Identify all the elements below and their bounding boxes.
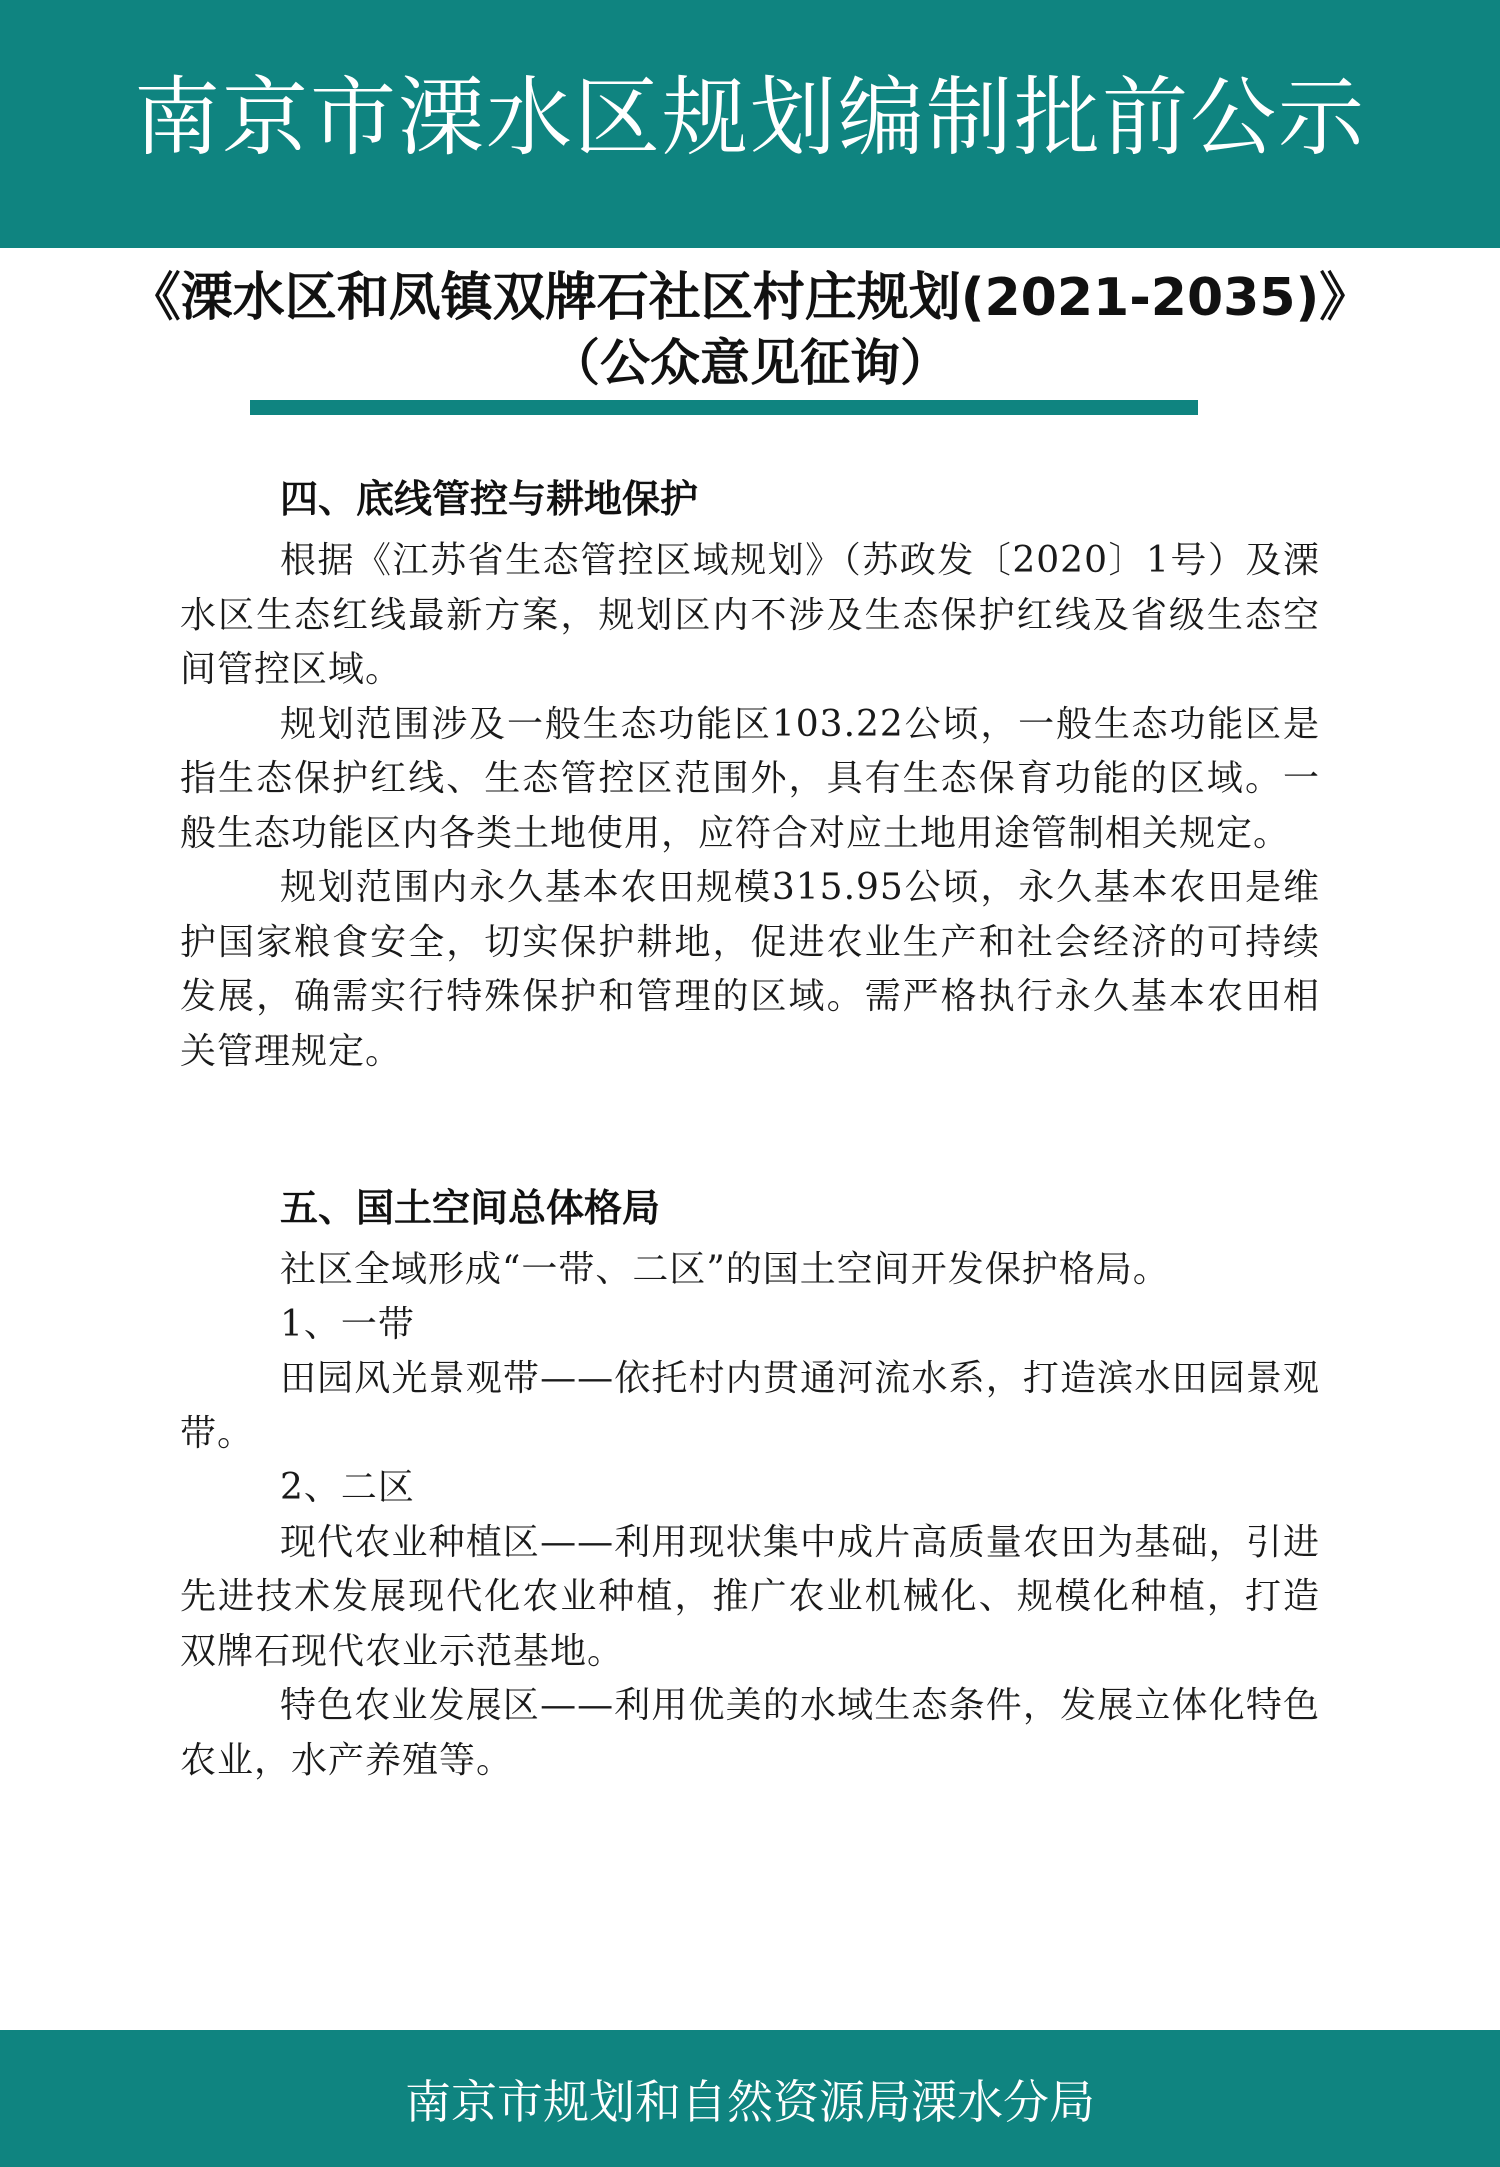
- section-spacer: [180, 1079, 1320, 1179]
- document-body: [180, 470, 1320, 1788]
- document-subtitle: （公众意见征询）: [550, 334, 950, 392]
- document-title: 《溧水区和凤镇双牌石社区村庄规划(2021-2035)》: [128, 268, 1372, 328]
- paragraph: 现代农业种植区——利用现状集中成片高质量农田为基础，引进先进技术发展现代化农业种植，推广农业机械化、规模化种植，打造双牌石现代农业示范基地。: [180, 1521, 1320, 1672]
- list-item-label: 1、一带: [280, 1303, 415, 1345]
- section-bottom-line-control: [180, 470, 1320, 1079]
- footer-text: 南京市规划和自然资源局溧水分局: [405, 2075, 1095, 2129]
- list-item-label: 2、二区: [280, 1467, 415, 1508]
- section-heading: 五、国土空间总体格局: [280, 1186, 661, 1230]
- paragraph: 田园风光景观带——依托村内贯通河流水系，打造滨水田园景观带。: [180, 1358, 1320, 1454]
- paragraph: 规划范围涉及一般生态功能区103.22公顷，一般生态功能区是指生态保护红线、生态管控区范围外，具有生态保育功能的区域。一般生态功能区内各类土地使用，应符合对应土地用途管制相关规定。: [180, 703, 1320, 854]
- section-heading: 四、底线管控与耕地保护: [280, 477, 699, 521]
- paragraph: 规划范围内永久基本农田规模315.95公顷，永久基本农田是维护国家粮食安全，切实保护耕地，促进农业生产和社会经济的可持续发展，确需实行特殊保护和管理的区域。需严格执行永久基本农田相关管理规定。: [180, 867, 1320, 1072]
- paragraph: 社区全域形成“一带、二区”的国土空间开发保护格局。: [280, 1249, 1170, 1290]
- title-divider: [250, 400, 1198, 415]
- paragraph: 特色农业发展区——利用优美的水域生态条件，发展立体化特色农业，水产养殖等。: [180, 1685, 1320, 1781]
- header-title: 南京市溧水区规划编制批前公示: [134, 68, 1366, 168]
- paragraph: 根据《江苏省生态管控区域规划》（苏政发〔2020〕1号）及溧水区生态红线最新方案，规划区内不涉及生态保护红线及省级生态空间管控区域。: [180, 540, 1320, 690]
- section-spatial-layout: [180, 1179, 1320, 1788]
